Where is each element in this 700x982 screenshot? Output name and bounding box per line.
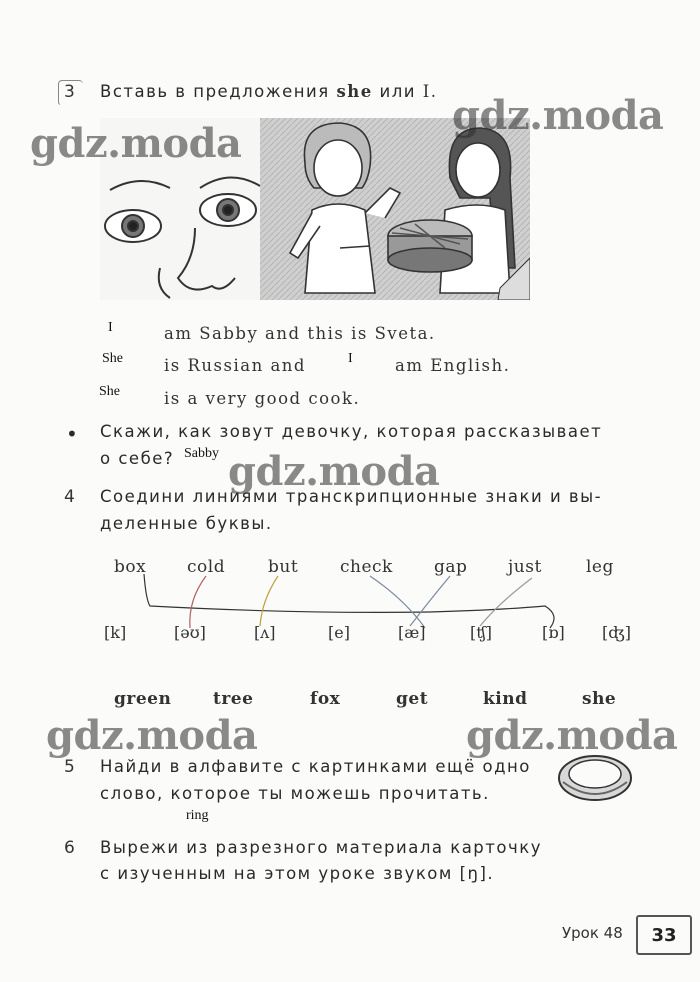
word-get: get	[396, 689, 429, 709]
exercise-4-number: 4	[64, 487, 75, 507]
cake	[388, 220, 472, 272]
question-answer: Sabby	[184, 446, 219, 461]
word-check: check	[340, 557, 393, 577]
word-fox: fox	[310, 689, 341, 709]
ipa-ch: [ʧ]	[470, 623, 493, 642]
lesson-label: Урок 48	[562, 924, 623, 942]
line-gap	[410, 576, 450, 626]
word-she: she	[582, 689, 617, 709]
word-box: box	[114, 557, 147, 577]
answer-3: She	[99, 384, 120, 399]
line-check	[370, 576, 425, 628]
word-just: just	[508, 557, 542, 577]
word-leg: leg	[586, 557, 614, 577]
sentence-1: am Sabby and this is Sveta.	[164, 324, 436, 343]
question-line-1: Скажи, как зовут девочку, которая рассказывает	[100, 422, 603, 441]
sentence-3: is a very good cook.	[164, 389, 361, 408]
exercise-5-line-2: слово, которое ты можешь прочитать.	[100, 784, 490, 803]
word-green: green	[114, 689, 172, 709]
exercise-5-answer: ring	[186, 808, 209, 823]
exercise-5-number: 5	[64, 757, 75, 777]
ipa-o: [ɒ]	[542, 623, 565, 642]
exercise-3-instruction: Вставь в предложения she или I.	[100, 82, 438, 101]
watermark-2: gdz.moda	[452, 92, 664, 139]
connecting-lines	[0, 570, 700, 630]
exercise-3-number: 3	[64, 82, 75, 102]
bullet: •	[66, 422, 78, 446]
sentence-2a: is Russian and	[164, 356, 306, 375]
exercise-4-line-2: деленные буквы.	[100, 514, 273, 533]
exercise-6-line-1: Вырежи из разрезного материала карточку	[100, 838, 542, 857]
exercise-4-line-1: Соедини линиями транскрипционные знаки и вы-	[100, 487, 603, 506]
watermark-1: gdz.moda	[30, 120, 242, 167]
word-kind: kind	[483, 689, 528, 709]
sentence-2b: am English.	[395, 356, 511, 375]
ipa-k: [k]	[104, 623, 127, 642]
line-just	[480, 578, 532, 626]
line-but	[260, 576, 278, 626]
watermark-3: gdz.moda	[228, 448, 440, 495]
ipa-dz: [ʤ]	[602, 623, 632, 642]
watermark-4: gdz.moda	[46, 712, 258, 759]
ipa-ae: [æ]	[398, 623, 426, 642]
line-cold	[190, 576, 206, 628]
answer-1: I	[108, 320, 113, 335]
word-cold: cold	[187, 557, 226, 577]
line-box	[144, 574, 554, 628]
word-gap: gap	[434, 557, 468, 577]
exercise-6-line-2: с изученным на этом уроке звуком [ŋ].	[100, 864, 495, 883]
ipa-wedge: [ʌ]	[254, 623, 276, 642]
exercise-6-number: 6	[64, 838, 75, 858]
answer-2: She	[102, 351, 123, 366]
word-tree: tree	[213, 689, 254, 709]
page-number: 33	[636, 915, 692, 955]
watermark-5: gdz.moda	[466, 712, 678, 759]
question-line-2: о себе?	[100, 449, 175, 468]
exercise-5-line-1: Найди в алфавите с картинками ещё одно	[100, 757, 531, 776]
ipa-e: [e]	[328, 623, 350, 642]
word-but: but	[268, 557, 299, 577]
ipa-ou: [əʊ]	[174, 623, 206, 642]
answer-2b: I	[348, 351, 353, 366]
